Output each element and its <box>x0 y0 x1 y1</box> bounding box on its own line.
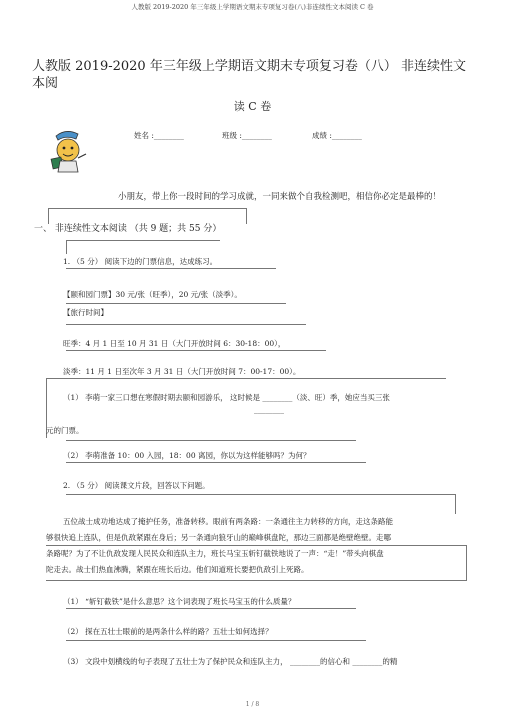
rule-line <box>66 494 456 495</box>
rule-line <box>466 545 467 581</box>
rule-line <box>48 208 246 209</box>
passage-line: 五位战士成功地达成了掩护任务，准备转移。眼前有两条路：一条通往主力转移的方向，走这条路能 <box>63 517 393 526</box>
rule-line <box>46 545 466 546</box>
passage-line: 够很快追上连队，但是仇敌紧跟在身后；另一条通向狼牙山的巅峰棋盘陀，那边三面都是绝壁绝壁。走哪 <box>46 533 391 542</box>
class-field[interactable]: 班级 :________ <box>222 131 272 140</box>
sub-question-1: （1） “斩钉截铁”是什么意思？这个词表现了班长马宝玉的什么质量？ <box>63 597 296 606</box>
rule-line <box>66 240 220 241</box>
question-2-heading: 2. （5 分） 阅读课文片段，回答以下问题。 <box>63 481 210 490</box>
name-field[interactable]: 姓名 :________ <box>134 131 184 140</box>
mascot-icon <box>46 128 90 174</box>
sub-question-3: （3） 文段中划横线的句子表现了五壮士为了保护民众和连队主力， ________的信心和 ________的精 <box>63 657 398 666</box>
off-season-text: 淡季：11 月 1 日至次年 3 月 31 日（大门开放时间 7：00-17：00）。 <box>63 367 301 376</box>
rule-line <box>455 494 456 514</box>
document-title: 人教版 2019-2020 年三年级上学期语文期末专项复习卷（八） 非连续性文本阅 <box>32 59 466 91</box>
rule-line <box>66 240 67 254</box>
page-header: 人教版 2019-2020 年三年级上学期语文期末专项复习卷(八)非连续性文本阅读 C 卷 <box>131 3 374 11</box>
peak-season-text: 旺季：4 月 1 日至 10 月 31 日（大门开放时间 6：30-18：00）， <box>63 339 286 348</box>
page-number: 1 / 8 <box>245 701 260 708</box>
rule-line <box>66 350 326 351</box>
sub-question-2: （2） 探在五壮士眼前的是两条什么样的路？五壮士如何选择？ <box>63 627 273 636</box>
rule-line <box>66 462 366 463</box>
ticket-price-text: 【颐和园门票】30 元/张（旺季），20 元/张（淡季）。 <box>63 290 242 299</box>
rule-line <box>66 608 356 609</box>
rule-line <box>66 640 366 641</box>
answer-blank[interactable]: ________ <box>254 405 284 414</box>
intro-text: 小朋友，带上你一段时间的学习成就，一同来做个自我检测吧，相信你必定是最棒的！ <box>118 192 442 202</box>
rule-line <box>66 303 286 304</box>
rule-line <box>46 580 466 581</box>
rule-line <box>46 378 446 379</box>
rule-line <box>66 440 356 441</box>
travel-time-label: 【旅行时间】 <box>63 308 108 317</box>
question-1-heading: 1. （5 分） 阅读下边的门票信息，达成练习。 <box>63 257 218 266</box>
sub-question-1-end: 元的门票。 <box>46 426 84 435</box>
passage-line: 条路呢？为了不让仇敌发现人民民众和连队主力，班长马宝玉斩钉截铁地说了一声：“走！”带头向棋盘 <box>46 549 384 558</box>
score-field[interactable]: 成绩 :________ <box>312 131 362 140</box>
rule-line <box>246 208 247 224</box>
passage-line: 陀走去。战士们热血沸腾，紧跟在班长后边。他们知道班长要把仇敌引上死路。 <box>46 565 309 574</box>
sub-question-1: （1） 李萌一家三口想在寒假时期去颐和园游乐， 这时候是 ________（淡、旺）季，她应当买三张 <box>63 393 390 402</box>
rule-line <box>66 268 276 269</box>
rule-line <box>66 324 306 325</box>
section-heading: 一、 非连续性文本阅读 （共 9 题；共 55 分） <box>34 224 222 234</box>
sub-question-2: （2） 李萌准备 10：00 入园，18：00 离园，你以为这样能够吗？为何？ <box>63 451 311 460</box>
document-subtitle: 读 C 卷 <box>233 100 272 113</box>
